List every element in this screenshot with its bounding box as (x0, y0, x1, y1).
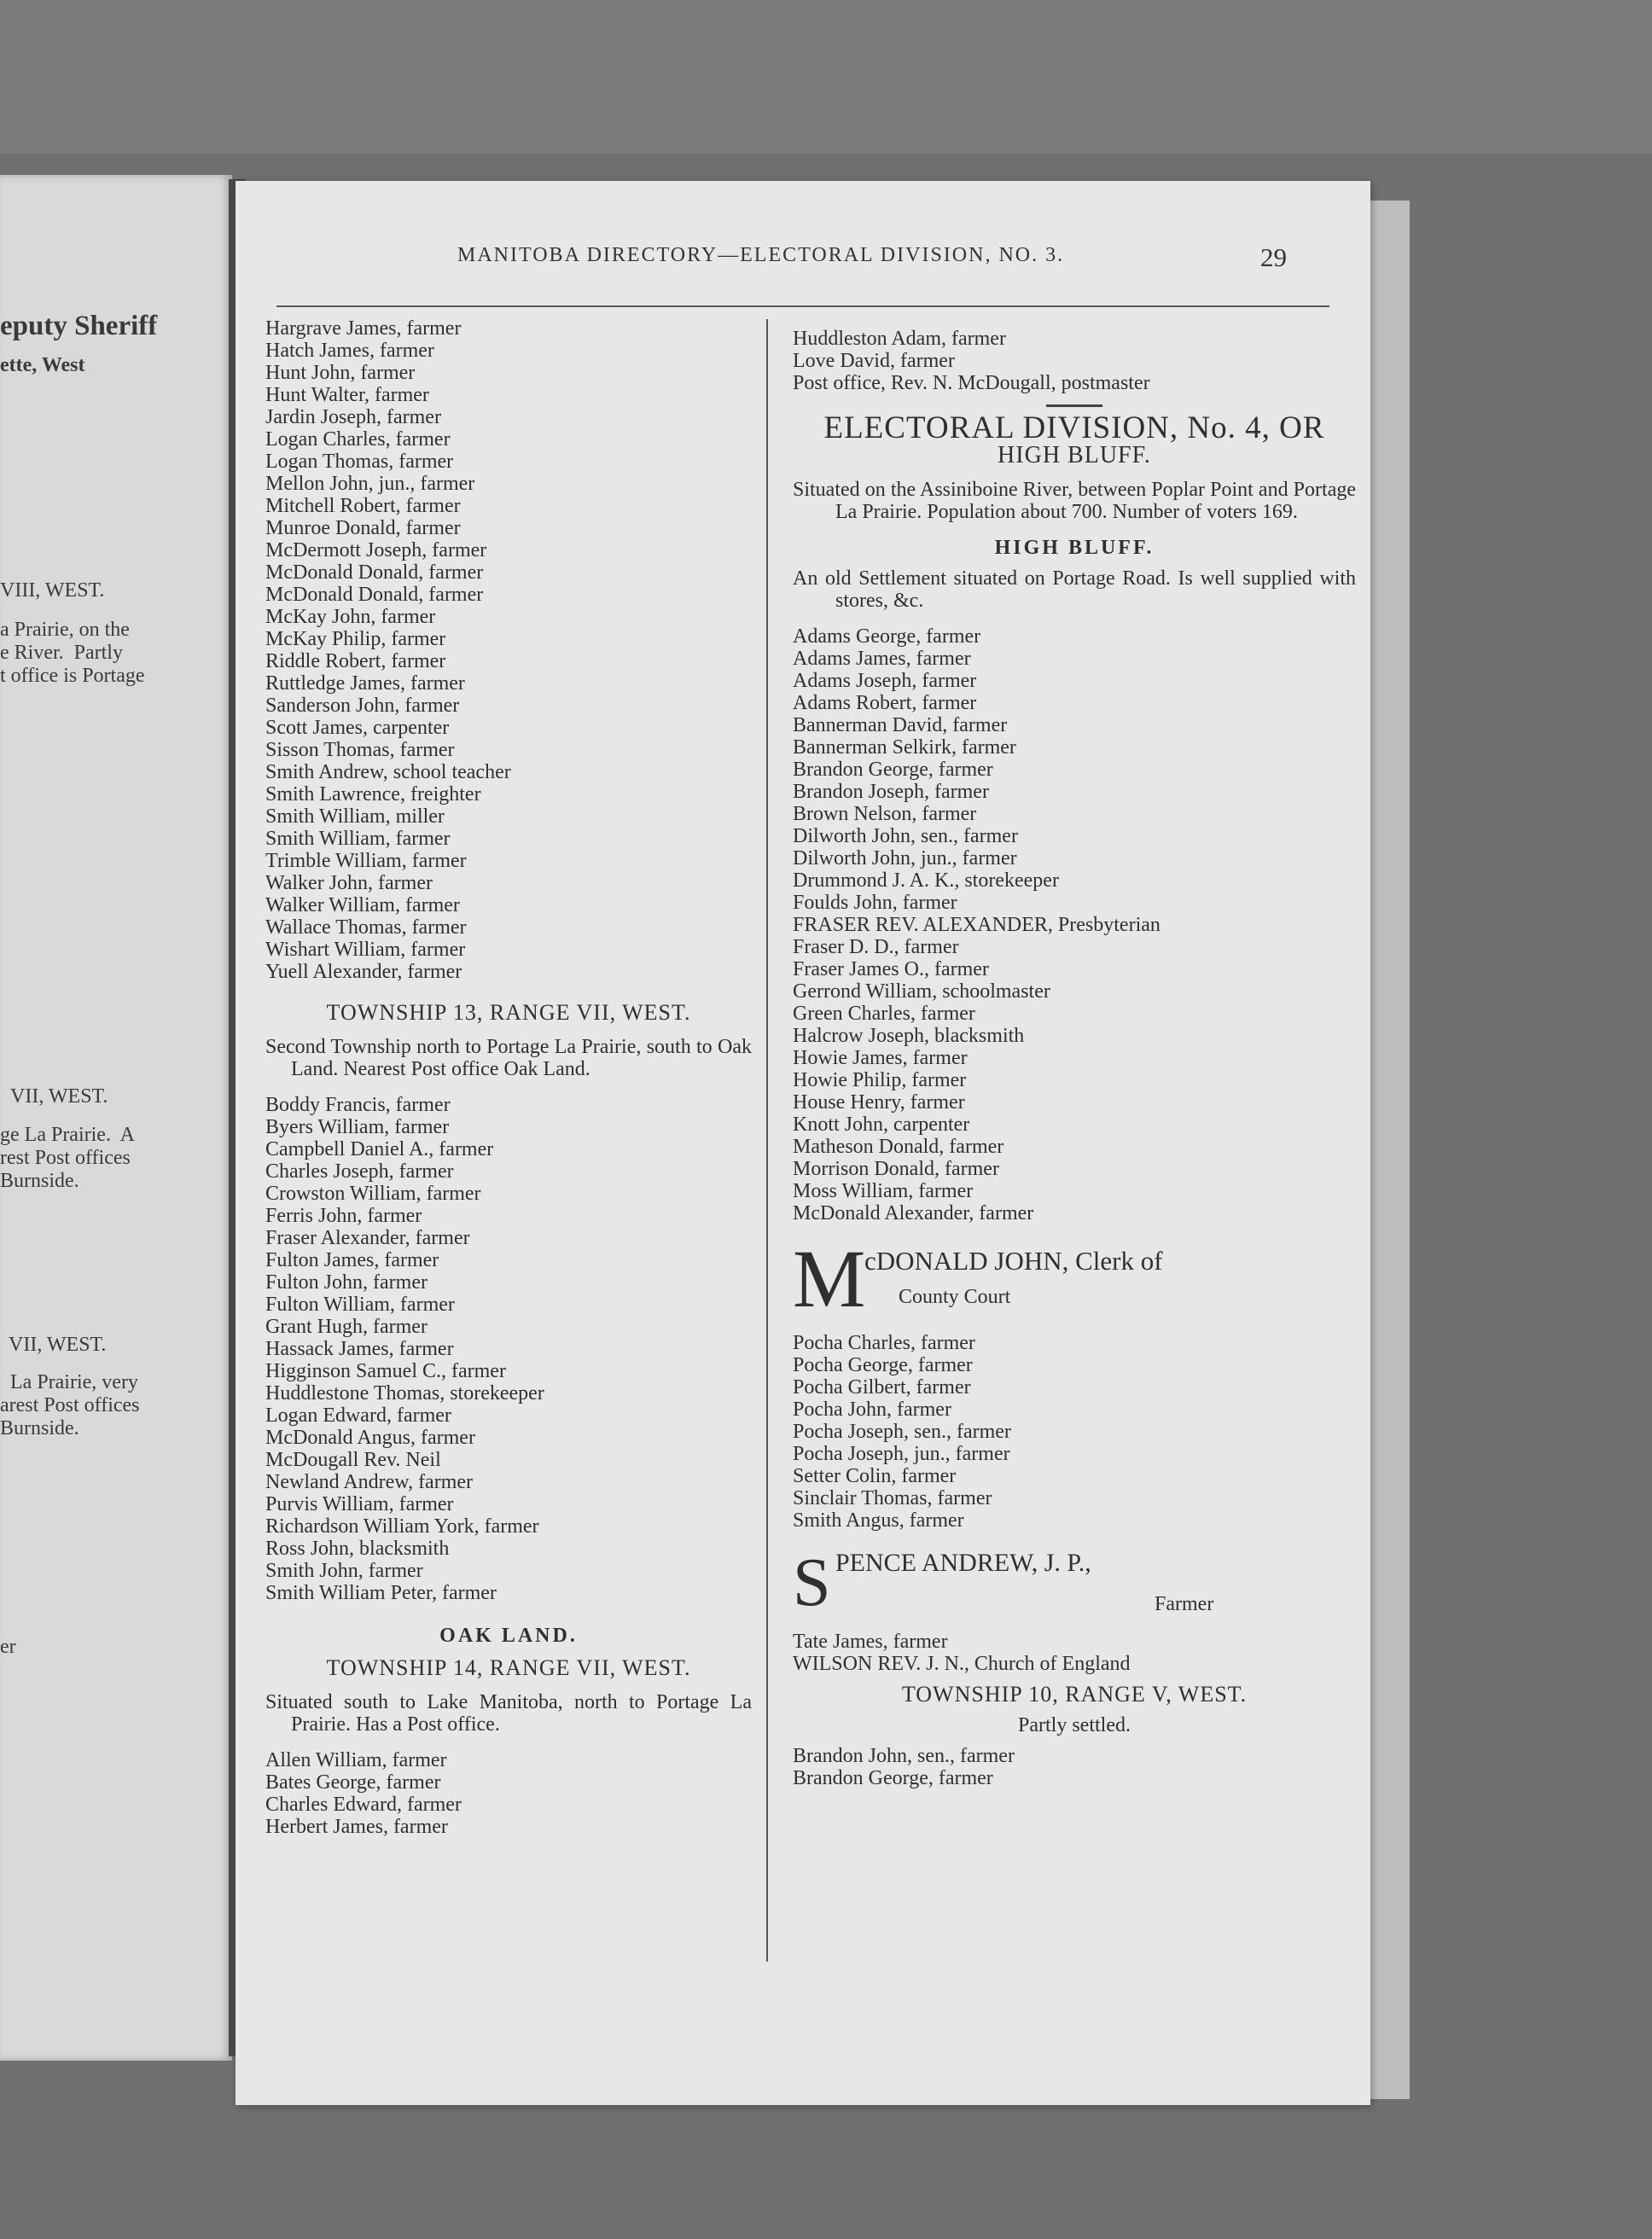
list-item: Jardin Joseph, farmer (265, 406, 441, 428)
list-item: Halcrow Joseph, blacksmith (793, 1025, 1025, 1047)
list-item: Fulton James, farmer (265, 1249, 439, 1271)
list-item: Green Charles, farmer (793, 1003, 975, 1025)
left-fragment: VIII, WEST. (0, 579, 105, 602)
name-list (265, 317, 752, 983)
left-fragment: Burnside. (0, 1417, 79, 1439)
mcdonald-entry (793, 1233, 1356, 1324)
list-item: Smith William Peter, farmer (265, 1582, 497, 1604)
list-item: Huddlestone Thomas, storekeeper (265, 1382, 544, 1404)
drop-cap: S (793, 1545, 831, 1620)
township-13-description: Second Township north to Portage La Prairie, south to Oak Land. Nearest Post office Oak Land. (265, 1036, 752, 1080)
drop-cap: M (793, 1233, 866, 1324)
list-item: Campbell Daniel A., farmer (265, 1138, 494, 1160)
list-item: Drummond J. A. K., storekeeper (793, 869, 1059, 892)
list-item: Adams George, farmer (793, 625, 981, 648)
list-item: Sanderson John, farmer (265, 695, 460, 717)
list-item: Fulton John, farmer (265, 1271, 428, 1294)
left-fragment: arest Post offices (0, 1394, 140, 1416)
mcdonald-line-2: County Court (899, 1286, 1011, 1308)
list-item: Pocha Gilbert, farmer (793, 1376, 971, 1399)
list-item: Logan Thomas, farmer (265, 451, 454, 473)
list-item: Adams Robert, farmer (793, 692, 977, 714)
list-item: Pocha George, farmer (793, 1354, 973, 1376)
list-item: Richardson William York, farmer (265, 1515, 539, 1538)
name-list (793, 1745, 1356, 1789)
list-item: Howie Philip, farmer (793, 1069, 967, 1091)
name-list (793, 1631, 1356, 1675)
list-item: Herbert James, farmer (265, 1816, 448, 1838)
spence-entry (793, 1545, 1356, 1627)
name-list (265, 1094, 752, 1604)
list-item: Pocha Charles, farmer (793, 1332, 975, 1354)
list-item: Fraser Alexander, farmer (265, 1227, 470, 1249)
list-item: Newland Andrew, farmer (265, 1471, 474, 1493)
list-item: Munroe Donald, farmer (265, 517, 461, 539)
list-item: Riddle Robert, farmer (265, 650, 446, 672)
column-right (793, 328, 1356, 1789)
list-item: McDonald Angus, farmer (265, 1427, 475, 1449)
name-list (793, 1332, 1356, 1532)
name-list (793, 328, 1356, 394)
list-item: FRASER REV. ALEXANDER, Presbyterian (793, 914, 1160, 936)
section-divider (1046, 404, 1102, 407)
list-item: Hatch James, farmer (265, 340, 434, 362)
name-list (265, 1749, 752, 1838)
running-header (236, 244, 1370, 278)
header-rule (276, 305, 1329, 307)
list-item: Smith Andrew, school teacher (265, 761, 511, 783)
list-item: Charles Joseph, farmer (265, 1160, 454, 1183)
list-item: Pocha Joseph, sen., farmer (793, 1421, 1011, 1443)
list-item: Pocha Joseph, jun., farmer (793, 1443, 1010, 1465)
list-item: Wallace Thomas, farmer (265, 916, 467, 939)
list-item: McKay John, farmer (265, 606, 436, 628)
section-heading: TOWNSHIP 14, RANGE VII, WEST. (326, 1655, 691, 1680)
list-item: Boddy Francis, farmer (265, 1094, 451, 1116)
list-item: Tate James, farmer (793, 1631, 948, 1653)
list-item: Moss William, farmer (793, 1180, 974, 1202)
list-item: Scott James, carpenter (265, 717, 450, 739)
list-item: Dilworth John, jun., farmer (793, 847, 1017, 869)
list-item: Dilworth John, sen., farmer (793, 825, 1018, 847)
list-item: Grant Hugh, farmer (265, 1316, 428, 1338)
list-item: Trimble William, farmer (265, 850, 467, 872)
section-heading: HIGH BLUFF. (994, 537, 1155, 559)
list-item: Smith John, farmer (265, 1560, 423, 1582)
list-item: Morrison Donald, farmer (793, 1158, 999, 1180)
list-item: Fraser D. D., farmer (793, 936, 959, 958)
list-item: Hargrave James, farmer (265, 317, 462, 340)
list-item: Brandon John, sen., farmer (793, 1745, 1015, 1767)
township-14-description: Situated south to Lake Manitoba, north to Portage La Prairie. Has a Post office. (265, 1691, 752, 1736)
column-rule (766, 319, 768, 1962)
list-item: Bannerman David, farmer (793, 714, 1008, 736)
list-item: Huddleston Adam, farmer (793, 328, 1006, 350)
section-heading: TOWNSHIP 13, RANGE VII, WEST. (326, 1000, 691, 1025)
list-item: Smith William, farmer (265, 828, 451, 850)
list-item: Yuell Alexander, farmer (265, 961, 462, 983)
list-item: Logan Charles, farmer (265, 428, 451, 451)
left-fragment: La Prairie, very (10, 1371, 138, 1393)
list-item: Brandon Joseph, farmer (793, 781, 989, 803)
list-item: Hunt John, farmer (265, 362, 416, 384)
left-fragment: ette, West (0, 354, 85, 376)
spence-line-2: Farmer (1155, 1593, 1214, 1615)
left-fragment: er (0, 1636, 16, 1658)
list-item: Matheson Donald, farmer (793, 1136, 1004, 1158)
list-item: Ferris John, farmer (265, 1205, 422, 1227)
list-item: Logan Edward, farmer (265, 1404, 451, 1427)
list-item: Love David, farmer (793, 350, 955, 372)
spence-line-1: PENCE ANDREW, J. P., (835, 1549, 1091, 1577)
list-item: Walker William, farmer (265, 894, 460, 916)
list-item: Bannerman Selkirk, farmer (793, 736, 1016, 759)
list-item: McDermott Joseph, farmer (265, 539, 487, 561)
left-fragment: eputy Sheriff (0, 311, 158, 341)
list-item: Hassack James, farmer (265, 1338, 454, 1360)
list-item: Brandon George, farmer (793, 1767, 993, 1789)
division-subheading: HIGH BLUFF. (998, 442, 1151, 468)
left-facing-page (0, 175, 232, 2061)
mcdonald-line-1: cDONALD JOHN, Clerk of (864, 1246, 1163, 1276)
list-item: Higginson Samuel C., farmer (265, 1360, 506, 1382)
list-item: Fulton William, farmer (265, 1294, 455, 1316)
left-fragment: VII, WEST. (10, 1085, 108, 1108)
name-list (793, 625, 1356, 1224)
list-item: Gerrond William, schoolmaster (793, 980, 1050, 1003)
list-item: Sinclair Thomas, farmer (793, 1487, 992, 1509)
list-item: Adams Joseph, farmer (793, 670, 977, 692)
left-fragment: ge La Prairie. A (0, 1124, 135, 1146)
list-item: Ross John, blacksmith (265, 1538, 450, 1560)
list-item: Smith Lawrence, freighter (265, 783, 481, 805)
list-item: McKay Philip, farmer (265, 628, 446, 650)
list-item: Smith William, miller (265, 805, 445, 828)
left-fragment: e River. Partly (0, 642, 123, 664)
list-item: Sisson Thomas, farmer (265, 739, 455, 761)
list-item: McDougall Rev. Neil (265, 1449, 441, 1471)
list-item: Charles Edward, farmer (265, 1794, 462, 1816)
section-heading: OAK LAND. (439, 1625, 578, 1647)
list-item: Foulds John, farmer (793, 892, 957, 914)
list-item: McDonald Donald, farmer (265, 584, 484, 606)
division-description: Situated on the Assiniboine River, between Poplar Point and Portage La Prairie. Population about 700. Number of voters 169. (793, 479, 1356, 523)
left-fragment: VII, WEST. (9, 1334, 107, 1356)
high-bluff-description: An old Settlement situated on Portage Road. Is well supplied with stores, &c. (793, 567, 1356, 612)
list-item: Ruttledge James, farmer (265, 672, 465, 695)
left-fragment: t office is Portage (0, 665, 145, 687)
list-item: McDonald Donald, farmer (265, 561, 484, 584)
column-left (265, 317, 752, 1838)
list-item: House Henry, farmer (793, 1091, 965, 1114)
list-item: Mitchell Robert, farmer (265, 495, 461, 517)
list-item: WILSON REV. J. N., Church of England (793, 1653, 1131, 1675)
list-item: Brown Nelson, farmer (793, 803, 977, 825)
section-subheading: Partly settled. (1018, 1714, 1131, 1736)
directory-page (236, 181, 1370, 2105)
list-item: Smith Angus, farmer (793, 1509, 964, 1532)
list-item: Allen William, farmer (265, 1749, 447, 1771)
list-item: Setter Colin, farmer (793, 1465, 957, 1487)
list-item: Purvis William, farmer (265, 1493, 454, 1515)
list-item: Hunt Walter, farmer (265, 384, 429, 406)
page-number: 29 (1260, 242, 1287, 272)
list-item: Wishart William, farmer (265, 939, 466, 961)
left-fragment: rest Post offices (0, 1147, 131, 1169)
list-item: Adams James, farmer (793, 648, 971, 670)
section-description (265, 1036, 752, 1080)
list-item: Walker John, farmer (265, 872, 433, 894)
background-top (0, 0, 1652, 154)
section-heading: TOWNSHIP 10, RANGE V, WEST. (901, 1682, 1248, 1707)
list-item: Byers William, farmer (265, 1116, 450, 1138)
list-item: Brandon George, farmer (793, 759, 993, 781)
division-heading: ELECTORAL DIVISION, No. 4, OR (823, 410, 1325, 445)
left-fragment: a Prairie, on the (0, 619, 130, 641)
list-item: McDonald Alexander, farmer (793, 1202, 1034, 1224)
list-item: Knott John, carpenter (793, 1114, 970, 1136)
list-item: Fraser James O., farmer (793, 958, 989, 980)
header-title: MANITOBA DIRECTORY—ELECTORAL DIVISION, NO. 3. (457, 244, 1065, 266)
left-fragment: Burnside. (0, 1170, 79, 1192)
list-item: Howie James, farmer (793, 1047, 968, 1069)
list-item: Post office, Rev. N. McDougall, postmaster (793, 372, 1150, 394)
list-item: Bates George, farmer (265, 1771, 441, 1794)
list-item: Crowston William, farmer (265, 1183, 481, 1205)
list-item: Mellon John, jun., farmer (265, 473, 475, 495)
list-item: Pocha John, farmer (793, 1399, 951, 1421)
